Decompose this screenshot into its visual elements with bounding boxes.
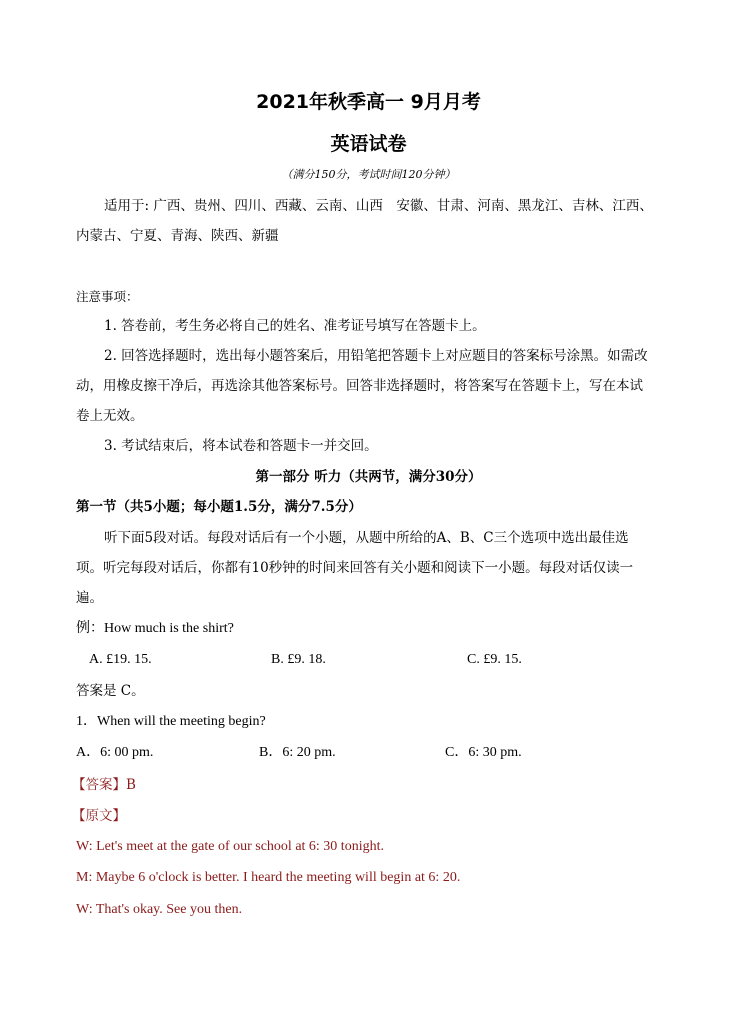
question-1-option-c: C．6: 30 pm.: [445, 745, 522, 760]
part1-heading: 第一部分 听力（共两节，满分30分）: [255, 469, 482, 485]
example-option-a: A. £19. 15.: [89, 652, 152, 667]
notice-item-2-line1: 2. 回答选择题时，选出每小题答案后，用铅笔把答题卡上对应题目的答案标号涂黑。如需改: [104, 348, 648, 364]
section1-heading: 第一节（共5小题；每小题1.5分，满分7.5分）: [76, 499, 362, 515]
example-answer: 答案是 C。: [76, 683, 145, 699]
notice-item-2-line3: 卷上无效。: [76, 408, 144, 424]
applicable-regions-line1: 适用于: 广西、贵州、四川、西藏、云南、山西 安徽、甘肃、河南、黑龙江、吉林、江西、: [104, 198, 653, 214]
transcript-line-1: W: Let's meet at the gate of our school at 6: 30 tonight.: [76, 839, 384, 854]
transcript-line-3: W: That's okay. See you then.: [76, 902, 243, 917]
question-1-option-a: A．6: 00 pm.: [76, 745, 154, 760]
question-1-answer: 【答案】B: [72, 777, 136, 793]
notice-item-2-line2: 动，用橡皮擦干净后，再选涂其他答案标号。回答非选择题时，将答案写在答题卡上，写在本试: [76, 378, 643, 394]
notice-heading: 注意事项：: [76, 289, 139, 304]
question-1-transcript-label: 【原文】: [72, 808, 126, 824]
instructions-line1: 听下面5段对话。每段对话后有一个小题，从题中所给的A、B、C三个选项中选出最佳选: [104, 530, 629, 546]
transcript-line-2: M: Maybe 6 o'clock is better. I heard the meeting will begin at 6: 20.: [76, 870, 461, 885]
exam-subtitle: 英语试卷: [330, 133, 407, 155]
example-option-b: B. £9. 18.: [271, 652, 326, 667]
notice-item-1: 1. 答卷前，考生务必将自己的姓名、准考证号填写在答题卡上。: [104, 318, 486, 334]
exam-title: 2021年秋季高一 9月月考: [256, 91, 481, 113]
score-time-note: （满分150分，考试时间120分钟）: [281, 168, 456, 181]
applicable-regions-line2: 内蒙古、宁夏、青海、陕西、新疆: [76, 228, 279, 244]
instructions-line3: 遍。: [76, 590, 103, 606]
question-1-option-b: B．6: 20 pm.: [259, 745, 336, 760]
question-1: 1．When will the meeting begin?: [76, 714, 266, 729]
instructions-line2: 项。听完每段对话后，你都有10秒钟的时间来回答有关小题和阅读下一小题。每段对话仅读一: [76, 560, 634, 576]
notice-item-3: 3. 考试结束后，将本试卷和答题卡一并交回。: [104, 438, 378, 454]
example-option-c: C. £9. 15.: [467, 652, 522, 667]
example-question: 例：How much is the shirt?: [76, 621, 234, 636]
